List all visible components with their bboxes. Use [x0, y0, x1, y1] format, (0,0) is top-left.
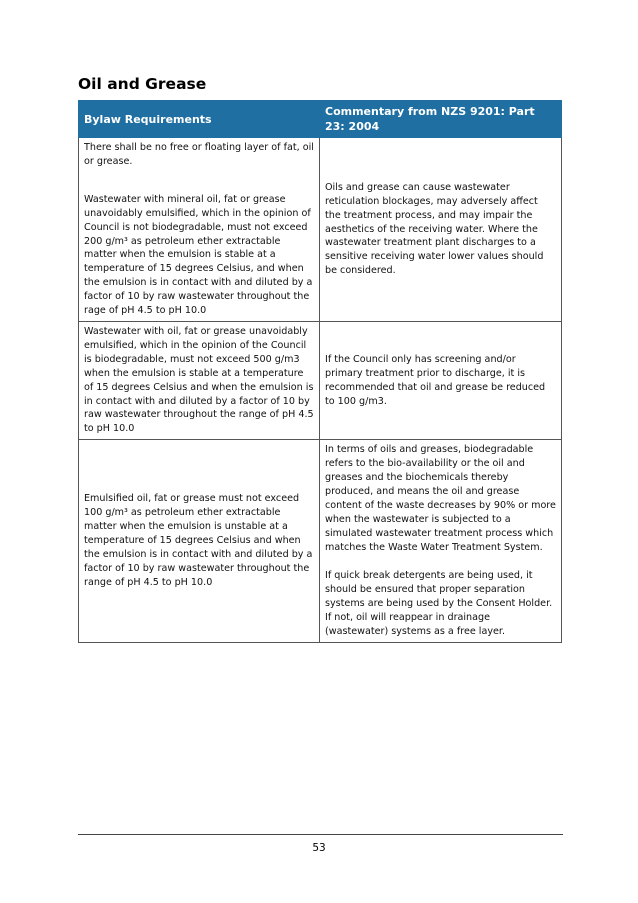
header-commentary: Commentary from NZS 9201: Part 23: 2004 [320, 101, 562, 138]
requirement-text: Emulsified oil, fat or grease must not exceed 100 g/m³ as petroleum ether extractable matter when the emulsion is unstable at a temperature of 15 degrees Celsius and when the emulsion is in contact with and diluted by a factor of 10 by raw wastewater throughout the range of pH 4.5 to pH 10.0 [84, 493, 313, 588]
commentary-cell [320, 440, 562, 643]
commentary-text: Oils and grease can cause wastewater reticulation blockages, may adversely affect the treatment process, and may impair the aesthetics of the receiving water. Where the wastewater treatment plant discharges to a sensitive receiving water lower values should be considered. [325, 181, 544, 277]
commentary-cell [320, 138, 562, 322]
section-title: Oil and Grease [78, 75, 207, 93]
commentary-text: If the Council only has screening and/or primary treatment prior to discharge, it is recommended that oil and grease be reduced to 100 g/m3. [325, 353, 546, 407]
commentary-cell [320, 321, 562, 439]
header-bylaw-requirements: Bylaw Requirements [79, 101, 320, 138]
table-row [79, 138, 562, 322]
requirement-text: Wastewater with mineral oil, fat or grease unavoidably emulsified, which in the opinion of Council is not biodegradable, must not exceed 200 g/m³ as petroleum ether extractable matter when the emulsion is stable at a temperature of 15 degrees Celsius, and when the emulsion is in contact with and diluted by a factor of 10 by raw wastewater throughout the rage of pH 4.5 to pH 10.0 [84, 193, 313, 317]
paragraph-spacer [84, 169, 314, 193]
paragraph-spacer [325, 554, 556, 569]
bylaw-table [78, 100, 562, 643]
requirement-cell [79, 440, 320, 643]
requirement-cell [79, 321, 320, 439]
requirement-text: There shall be no free or floating layer of fat, oil or grease. [84, 142, 314, 167]
page-number: 53 [312, 842, 326, 854]
requirement-text: Wastewater with oil, fat or grease unavoidably emulsified, which in the opinion of the Council is biodegradable, must not exceed 500 g/m3 when the emulsion is stable at a temperature of 15 degrees Celsius and when the emulsion is in contact with and diluted by a factor of 10 by raw wastewater throughout the range of pH 4.5 to pH 10.0 [84, 325, 314, 435]
table-header-row [79, 101, 562, 138]
commentary-text: If quick break detergents are being used, it should be ensured that proper separation systems are being used by the Consent Holder. If not, oil will reappear in drainage (wastewater) systems as a free layer. [325, 570, 553, 638]
footer-divider [78, 834, 563, 835]
table-row [79, 321, 562, 439]
table-row [79, 440, 562, 643]
requirement-cell [79, 138, 320, 322]
commentary-text: In terms of oils and greases, biodegradable refers to the bio-availability or the oil and greases and the biochemicals thereby produced, and means the oil and grease content of the waste decreases by 90% or more when the wastewater is subjected to a simulated wastewater treatment process which matches the Waste Water Treatment System. [325, 444, 556, 553]
